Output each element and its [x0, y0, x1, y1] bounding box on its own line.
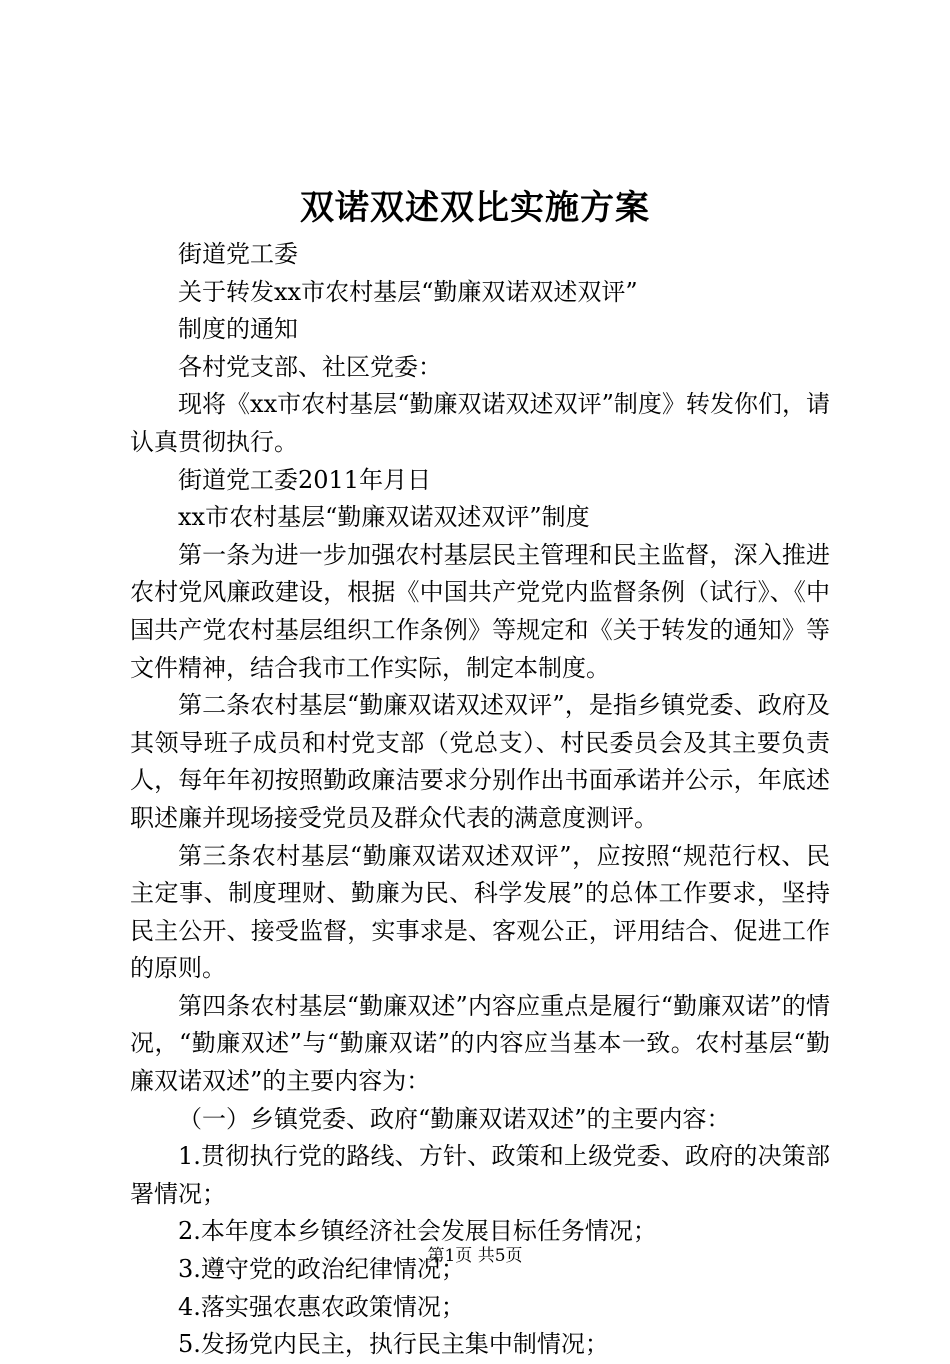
paragraph: 3.遵守党的政治纪律情况； — [178, 1255, 465, 1284]
paragraph: 现将《xx市农村基层“勤廉双诺双述双评”制度》转发你们，请认真贯彻执行。 — [130, 390, 830, 456]
paragraph: 街道党工委 — [178, 240, 298, 268]
paragraph: 2.本年度本乡镇经济社会发展目标任务情况； — [178, 1217, 657, 1246]
paragraph: xx市农村基层“勤廉双诺双述双评”制度 — [178, 503, 590, 532]
paragraph: 第一条为进一步加强农村基层民主管理和民主监督，深入推进农村党风廉政建设，根据《中国共产党党内监督条例（试行》、《中国共产党农村基层组织工作条例》等规定和《关于转发的通知》等文件精神，结合我市工作实际，制定本制度。 — [130, 540, 830, 682]
paragraph: 第三条农村基层“勤廉双诺双述双评”，应按照“规范行权、民主定事、制度理财、勤廉为民、科学发展”的总体工作要求，坚持民主公开、接受监督，实事求是、客观公正，评用结合、促进工作的原则。 — [130, 841, 830, 983]
paragraph: 街道党工委2011年月日 — [178, 465, 432, 494]
document-body — [130, 236, 830, 1364]
page-footer: 第1页 共5页 — [427, 1246, 523, 1266]
paragraph: 第四条农村基层“勤廉双述”内容应重点是履行“勤廉双诺”的情况，“勤廉双述”与“勤廉双诺”的内容应当基本一致。农村基层“勤廉双诺双述”的主要内容为： — [130, 991, 830, 1096]
paragraph: 5.发扬党内民主，执行民主集中制情况； — [178, 1330, 609, 1359]
paragraph: 制度的通知 — [178, 315, 298, 344]
paragraph: 各村党支部、社区党委： — [178, 352, 442, 381]
paragraph: （一）乡镇党委、政府“勤廉双诺双述”的主要内容： — [178, 1104, 731, 1133]
document-title: 双诺双述双比实施方案 — [300, 188, 650, 228]
paragraph: 关于转发xx市农村基层“勤廉双诺双述双评” — [178, 277, 638, 306]
paragraph: 4.落实强农惠农政策情况； — [178, 1292, 465, 1321]
paragraph: 1.贯彻执行党的路线、方针、政策和上级党委、政府的决策部署情况； — [130, 1142, 830, 1208]
paragraph: 第二条农村基层“勤廉双诺双述双评”，是指乡镇党委、政府及其领导班子成员和村党支部（党总支）、村民委员会及其主要负责人，每年年初按照勤政廉洁要求分别作出书面承诺并公示，年底述职述廉并现场接受党员及群众代表的满意度测评。 — [130, 691, 830, 832]
